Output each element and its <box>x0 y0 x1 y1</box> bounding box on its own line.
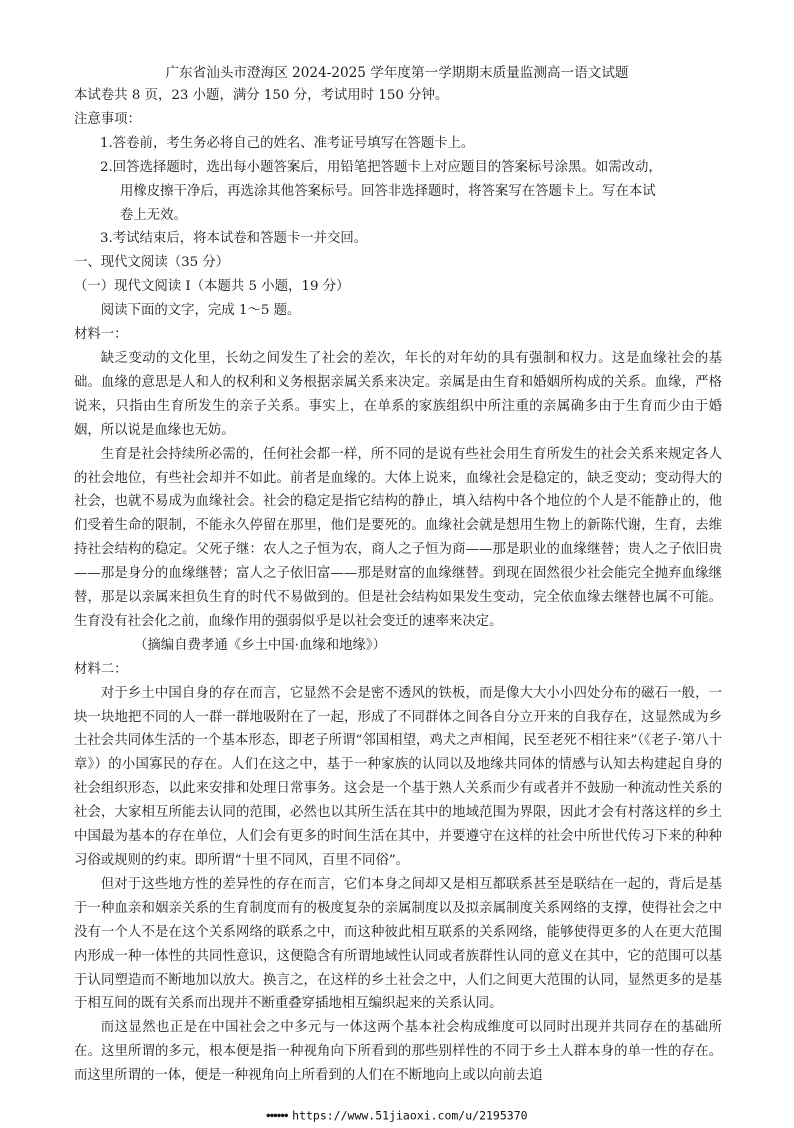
reading-instruction: 阅读下面的文字，完成 1～5 题。 <box>100 303 301 319</box>
material1-paragraph: 生育是社会持续所必需的，任何社会都一样，所不同的是说有些社会用生育所发生的社会关系来规定各人的社会地位，有些社会却并不如此。前者是血缘的。大体上说来，血缘社会是稳定的，缺乏变动；变动得大的社会，也就不易成为血缘社会。社会的稳定是指它结构的静止，填入结构中各个地位的个人是不能静止的，他们受着生命的限制，不能永久停留在那里，他们是要死的。血缘社会就是想用生物上的新陈代谢，生育，去维持社会结构的稳定。父死子继：农人之子恒为农，商人之子恒为商——那是职业的血缘继替；贵人之子依旧贵——那是身分的血缘继替；富人之子依旧富——那是财富的血缘继替。到现在固然很少社会能完全抛弃血缘继替，那是以亲属来担负生育的时代不易做到的。但是社会结构如果发生变动，完全依血缘去继替也属不可能。生育没有社会化之前，血缘作用的强弱似乎是以社会变迁的速率来决定。 <box>74 446 722 629</box>
page-title: 广东省汕头市澄海区 2024-2025 学年度第一学期期末质量监测高一语文试题 <box>165 65 629 81</box>
site-mark: ●●●●●● <box>266 1112 289 1119</box>
notice-item: 1.答卷前，考生务必将自己的姓名、准考证号填写在答题卡上。 <box>100 135 475 151</box>
notice-title: 注意事项： <box>74 111 141 127</box>
notice-item: 3.考试结束后，将本试卷和答题卡一并交回。 <box>100 231 368 247</box>
material2-paragraph: 对于乡土中国自身的存在而言，它显然不会是密不透风的铁板，而是像大大小小四处分布的磁石一般，一块一块地把不同的人一群一群地吸附在了一起，形成了不同群体之间各自分立开来的自我存在，这显然成为乡土社会共同体生活的一个基本形态，即老子所谓“邻国相望，鸡犬之声相闻，民至老死不相往来”（《老子·第八十章》）的小国寡民的存在。人们在这之中，基于一种家族的认同以及地缘共同体的情感与认知去构建起自身的社会组织形态，以此来安排和处理日常事务。这会是一个基于熟人关系而少有或者并不鼓励一种流动性关系的社会，大家相互所能去认同的范围，必然也以其所生活在其中的地域范围为界限，因此才会有村落这样的乡土中国最为基本的存在单位，人们会有更多的时间生活在其中，并要遵守在这样的社会中所世代传习下来的种种习俗或规则的约束。即所谓“十里不同风，百里不同俗”。 <box>74 685 722 868</box>
notice-item-continued: 用橡皮擦干净后，再选涂其他答案标号。回答非选择题时，将答案写在答题卡上。写在本试 <box>120 183 656 199</box>
material2-paragraph: 但对于这些地方性的差异性的存在而言，它们本身之间却又是相互都联系甚至是联结在一起的，背后是基于一种血亲和姻亲关系的生育制度而有的极度复杂的亲属制度以及拟亲属制度关系网络的支撑，使得社会之中没有一个人不是在这个关系网络的联系之中，而这种彼此相互联系的关系网络，能够使得更多的人在更大范围内形成一种一体性的共同性意识，这便隐含有所谓地域性认同或者族群性认同的意义在其中，它的范围可以基于认同塑造而不断地加以放大。换言之，在这样的乡土社会之中，人们之间更大范围的认同，显然更多的是基于相互间的既有关系而出现并不断重叠穿插地相互编织起来的关系认同。 <box>74 876 722 1012</box>
footer-url[interactable]: https://www.51jiaoxi.com/u/2195370 <box>292 1108 528 1123</box>
material2-paragraph: 而这显然也正是在中国社会之中多元与一体这两个基本社会构成维度可以同时出现并共同存在的基础所在。这里所谓的多元，根本便是指一种视角向下所看到的那些别样性的不同于乡土人群本身的单一性的存在。而这里所谓的一体，便是一种视角向上所看到的人们在不断地向上或以向前去追 <box>74 1020 722 1084</box>
material-label: 材料二： <box>74 661 128 677</box>
material-label: 材料一： <box>74 327 128 343</box>
document-body <box>74 84 722 1088</box>
exam-info: 本试卷共 8 页，23 小题，满分 150 分，考试用时 150 分钟。 <box>74 88 449 103</box>
notice-item-continued: 卷上无效。 <box>120 207 187 223</box>
section-heading: 一、现代文阅读（35 分） <box>74 255 230 271</box>
material1-paragraph: 缺乏变动的文化里，长幼之间发生了社会的差次，年长的对年幼的具有强制和权力。这是血缘社会的基础。血缘的意思是人和人的权利和义务根据亲属关系来决定。亲属是由生育和婚姻所构成的关系。血缘，严格说来，只指由生育所发生的亲子关系。事实上，在单系的家族组织中所注重的亲属确多由于生育而少由于婚姻，所以说是血缘也无妨。 <box>74 350 722 438</box>
material1-source: （摘编自费孝通《乡土中国·血缘和地缘》） <box>134 637 386 653</box>
notice-item: 2.回答选择题时，选出每小题答案后，用铅笔把答题卡上对应题目的答案标号涂黑。如需改动， <box>100 159 662 175</box>
subsection-heading: （一）现代文阅读 I（本题共 5 小题，19 分） <box>74 279 350 295</box>
page-footer <box>0 1104 794 1128</box>
